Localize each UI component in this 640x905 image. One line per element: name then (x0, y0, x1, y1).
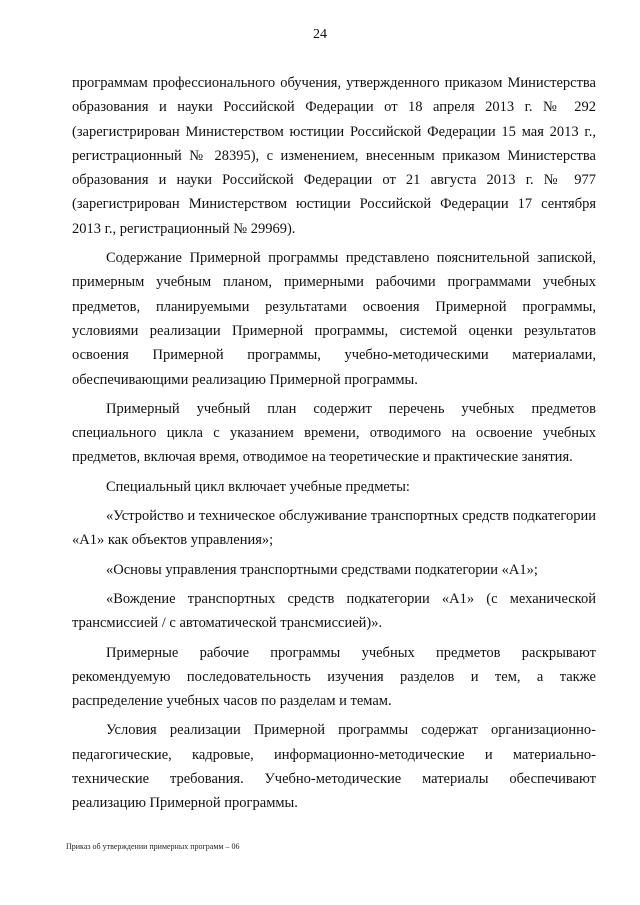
subject-item-control-basics: «Основы управления транспортными средствами подкатегории «А1»; (106, 561, 538, 578)
paragraph-legal-reference: программам профессионального обучения, утвержденного приказом Министерства образования и науки Российской Федерации от 18 апреля 2013 г. № 292 (зарегистрирован Министерством юстиции Российской Федерации 15 мая 2013 г., регистрационный № 28395), с изменением, внесенным приказом Министерства образования и науки Российской Федерации от 21 августа 2013 г. № 977 (зарегистрирован Министерством юстиции Российской Федерации 17 сентября 2013 г., регистрационный № 29969). (72, 75, 596, 237)
subject-item-driving: «Вождение транспортных средств подкатегории «А1» (с механической трансмиссией / с автоматической трансмиссией)». (72, 590, 596, 632)
paragraph-implementation-conditions: Условия реализации Примерной программы содержат организационно-педагогические, кадровые, информационно-методические и материально-технические требования. Учебно-методические материалы обеспечивают реализацию Примерной программы. (72, 722, 596, 812)
paragraph-program-contents: Содержание Примерной программы представлено пояснительной запиской, примерным учебным планом, примерными рабочими программами учебных предметов, планируемыми результатами освоения Примерной программы, условиями реализации Примерной программы, системой оценки результатов освоения Примерной программы, учебно-методическими материалами, обеспечивающими реализацию Примерной программы. (72, 250, 596, 388)
subject-item-device: «Устройство и техническое обслуживание транспортных средств подкатегории «А1» как объектов управления»; (72, 508, 596, 549)
paragraph-special-cycle: Специальный цикл включает учебные предметы: (106, 478, 410, 495)
page-footer: Приказ об утверждении примерных программ – 06 (66, 842, 240, 851)
paragraph-work-programs: Примерные рабочие программы учебных предметов раскрывают рекомендуемую последовательность изучения разделов и тем, а также распределение учебных часов по разделам и темам. (72, 644, 596, 710)
document-body (72, 71, 596, 816)
paragraph-curriculum: Примерный учебный план содержит перечень учебных предметов специального цикла с указанием времени, отводимого на освоение учебных предметов, включая время, отводимое на теоретические и практические занятия. (72, 400, 596, 466)
page-number: 24 (313, 27, 327, 42)
